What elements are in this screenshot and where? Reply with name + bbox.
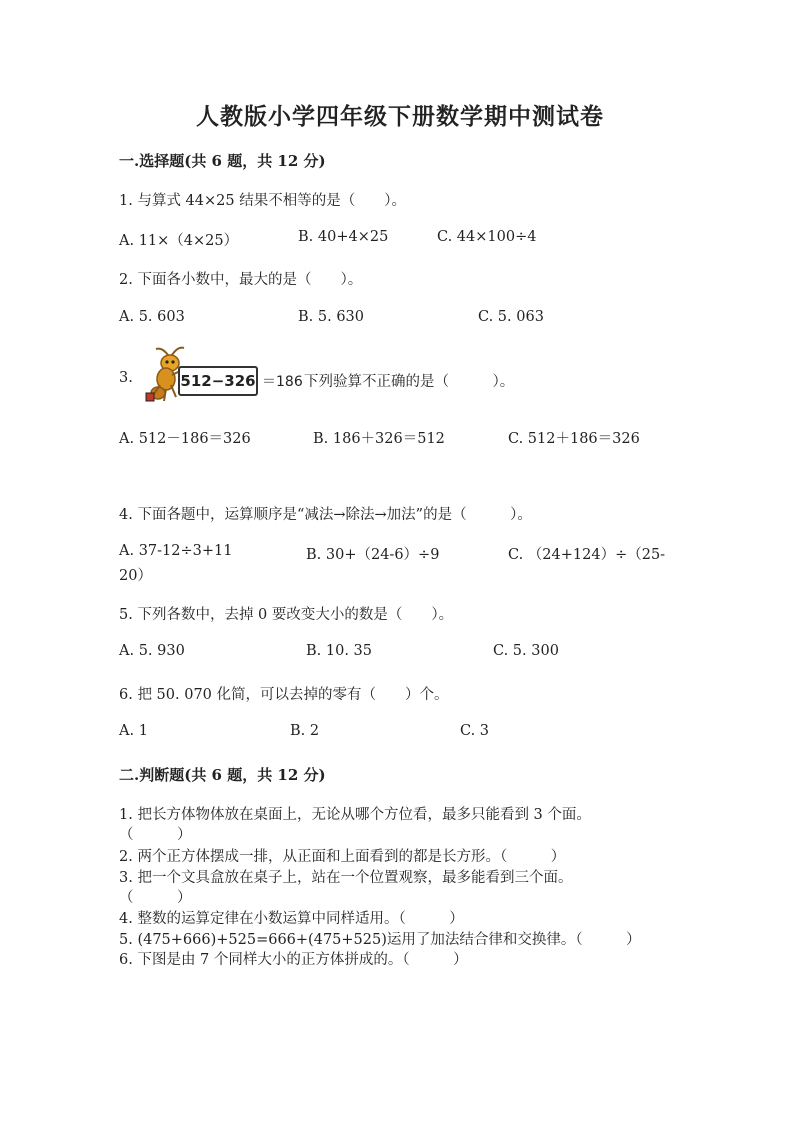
judge-6: 6. 下图是由 7 个同样大小的正方体拼成的。（ ） (119, 952, 468, 968)
question-1-option-a: A. 11×（4×25） (119, 233, 239, 249)
question-5-option-a: A. 5. 930 (119, 643, 185, 659)
question-4-option-a: A. 37-12÷3+11 (119, 543, 233, 559)
page-title: 人教版小学四年级下册数学期中测试卷 (196, 103, 604, 130)
judge-1-answer-blank: （ ） (119, 827, 192, 843)
question-3-stem: 下列验算不正确的是（ ）。 (304, 374, 515, 390)
question-5-option-b: B. 10. 35 (306, 643, 372, 659)
question-5-option-c: C. 5. 300 (493, 643, 559, 659)
judge-4: 4. 整数的运算定律在小数运算中同样适用。（ ） (119, 911, 464, 927)
expression-sign: 512−326 (178, 366, 258, 396)
section-heading-judge: 二.判断题(共 6 题，共 12 分) (119, 766, 326, 784)
question-4-option-c: C. （24+124）÷（25- (508, 547, 666, 563)
section-heading-choice: 一.选择题(共 6 题，共 12 分) (119, 152, 326, 170)
question-1-option-b: B. 40+4×25 (298, 229, 389, 245)
question-6-stem: 6. 把 50. 070 化简，可以去掉的零有（ ）个。 (119, 687, 449, 703)
judge-3: 3. 把一个文具盒放在桌子上，站在一个位置观察，最多能看到三个面。 (119, 870, 573, 886)
question-4-option-c-continued: 20） (119, 568, 152, 584)
judge-5: 5. (475+666)+525=666+(475+525)运用了加法结合律和交换律。（ ） (119, 932, 641, 948)
question-1-option-c: C. 44×100÷4 (437, 229, 537, 245)
question-2-option-a: A. 5. 603 (119, 309, 185, 325)
question-3-number: 3. (119, 370, 133, 386)
judge-1: 1. 把长方体物体放在桌面上，无论从哪个方位看，最多只能看到 3 个面。 (119, 807, 591, 823)
question-4-stem: 4. 下面各题中，运算顺序是“减法→除法→加法”的是（ ）。 (119, 507, 532, 523)
question-4-option-b: B. 30+（24-6）÷9 (306, 547, 440, 563)
question-2-option-b: B. 5. 630 (298, 309, 364, 325)
judge-3-answer-blank: （ ） (119, 890, 192, 906)
question-6-option-c: C. 3 (460, 723, 490, 739)
question-6-option-a: A. 1 (119, 723, 148, 739)
question-3-option-a: A. 512－186＝326 (119, 431, 251, 447)
question-5-stem: 5. 下列各数中，去掉 0 要改变大小的数是（ ）。 (119, 607, 454, 623)
question-6-option-b: B. 2 (290, 723, 320, 739)
question-2-stem: 2. 下面各小数中，最大的是（ ）。 (119, 272, 363, 288)
question-3-option-b: B. 186＋326＝512 (313, 431, 445, 447)
judge-2: 2. 两个正方体摆成一排，从正面和上面看到的都是长方形。（ ） (119, 849, 566, 865)
question-2-option-c: C. 5. 063 (478, 309, 544, 325)
question-3-option-c: C. 512＋186＝326 (508, 431, 640, 447)
question-1-stem: 1. 与算式 44×25 结果不相等的是（ ）。 (119, 193, 406, 209)
expression-result: ＝186 (262, 374, 303, 390)
